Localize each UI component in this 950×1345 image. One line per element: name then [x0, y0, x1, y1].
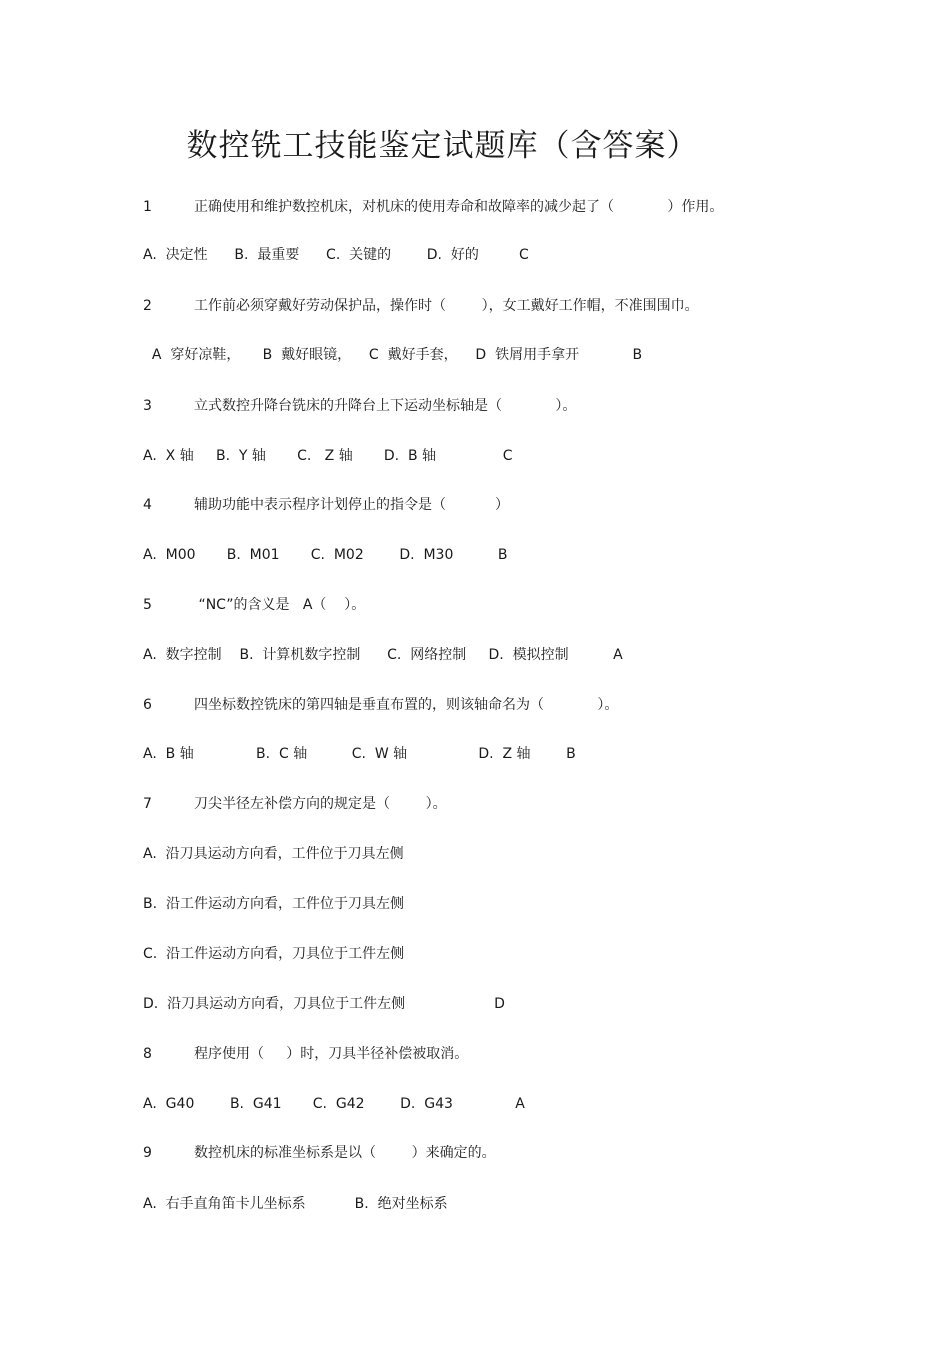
question-9 [143, 1144, 496, 1162]
question-6 [143, 696, 618, 714]
option-7c: C. 沿工件运动方向看，刀具位于工件左侧 [143, 946, 405, 962]
option-7a: A. 沿刀具运动方向看，工件位于刀具左侧 [143, 846, 404, 862]
question-text: 数控机床的标准坐标系是以（ ）来确定的。 [194, 1145, 496, 1161]
question-number: 4 [143, 497, 152, 513]
question-2 [143, 297, 699, 315]
question-text: “NC”的含义是 A（ ）。 [194, 597, 366, 613]
question-4 [143, 496, 509, 514]
question-number: 6 [143, 697, 152, 713]
question-number: 1 [143, 199, 152, 215]
options-6: A. B 轴 B. C 轴 C. W 轴 D. Z 轴 B [143, 746, 576, 762]
question-number: 8 [143, 1046, 152, 1062]
question-number: 9 [143, 1145, 152, 1161]
question-7 [143, 795, 447, 813]
option-7d: D. 沿刀具运动方向看，刀具位于工件左侧 D [143, 996, 505, 1012]
options-4: A. M00 B. M01 C. M02 D. M30 B [143, 547, 508, 563]
question-text: 工作前必须穿戴好劳动保护品，操作时（ ），女工戴好工作帽，不准围围巾。 [194, 298, 699, 314]
document-title: 数控铣工技能鉴定试题库（含答案） [186, 128, 699, 164]
question-number: 3 [143, 398, 152, 414]
question-5 [143, 596, 365, 614]
options-3: A. X 轴 B. Y 轴 C. Z 轴 D. B 轴 C [143, 448, 513, 464]
option-7b: B. 沿工件运动方向看，工件位于刀具左侧 [143, 896, 404, 912]
question-number: 2 [143, 298, 152, 314]
question-number: 7 [143, 796, 152, 812]
options-1: A. 决定性 B. 最重要 C. 关键的 D. 好的 C [143, 247, 529, 263]
question-text: 四坐标数控铣床的第四轴是垂直布置的，则该轴命名为（ ）。 [194, 697, 619, 713]
options-9: A. 右手直角笛卡儿坐标系 B. 绝对坐标系 [143, 1196, 448, 1212]
question-3 [143, 397, 576, 415]
question-text: 辅助功能中表示程序计划停止的指令是（ ） [194, 497, 509, 513]
options-2: A 穿好凉鞋， B 戴好眼镜， C 戴好手套， D 铁屑用手拿开 B [143, 347, 643, 363]
question-text: 立式数控升降台铣床的升降台上下运动坐标轴是（ ）。 [194, 398, 577, 414]
question-number: 5 [143, 597, 152, 613]
question-text: 刀尖半径左补偿方向的规定是（ ）。 [194, 796, 447, 812]
options-5: A. 数字控制 B. 计算机数字控制 C. 网络控制 D. 模拟控制 A [143, 647, 623, 663]
question-text: 程序使用（ ）时，刀具半径补偿被取消。 [194, 1046, 469, 1062]
question-1 [143, 198, 723, 216]
question-text: 正确使用和维护数控机床，对机床的使用寿命和故障率的减少起了（ ）作用。 [194, 199, 724, 215]
question-8 [143, 1045, 468, 1063]
options-8: A. G40 B. G41 C. G42 D. G43 A [143, 1096, 525, 1112]
